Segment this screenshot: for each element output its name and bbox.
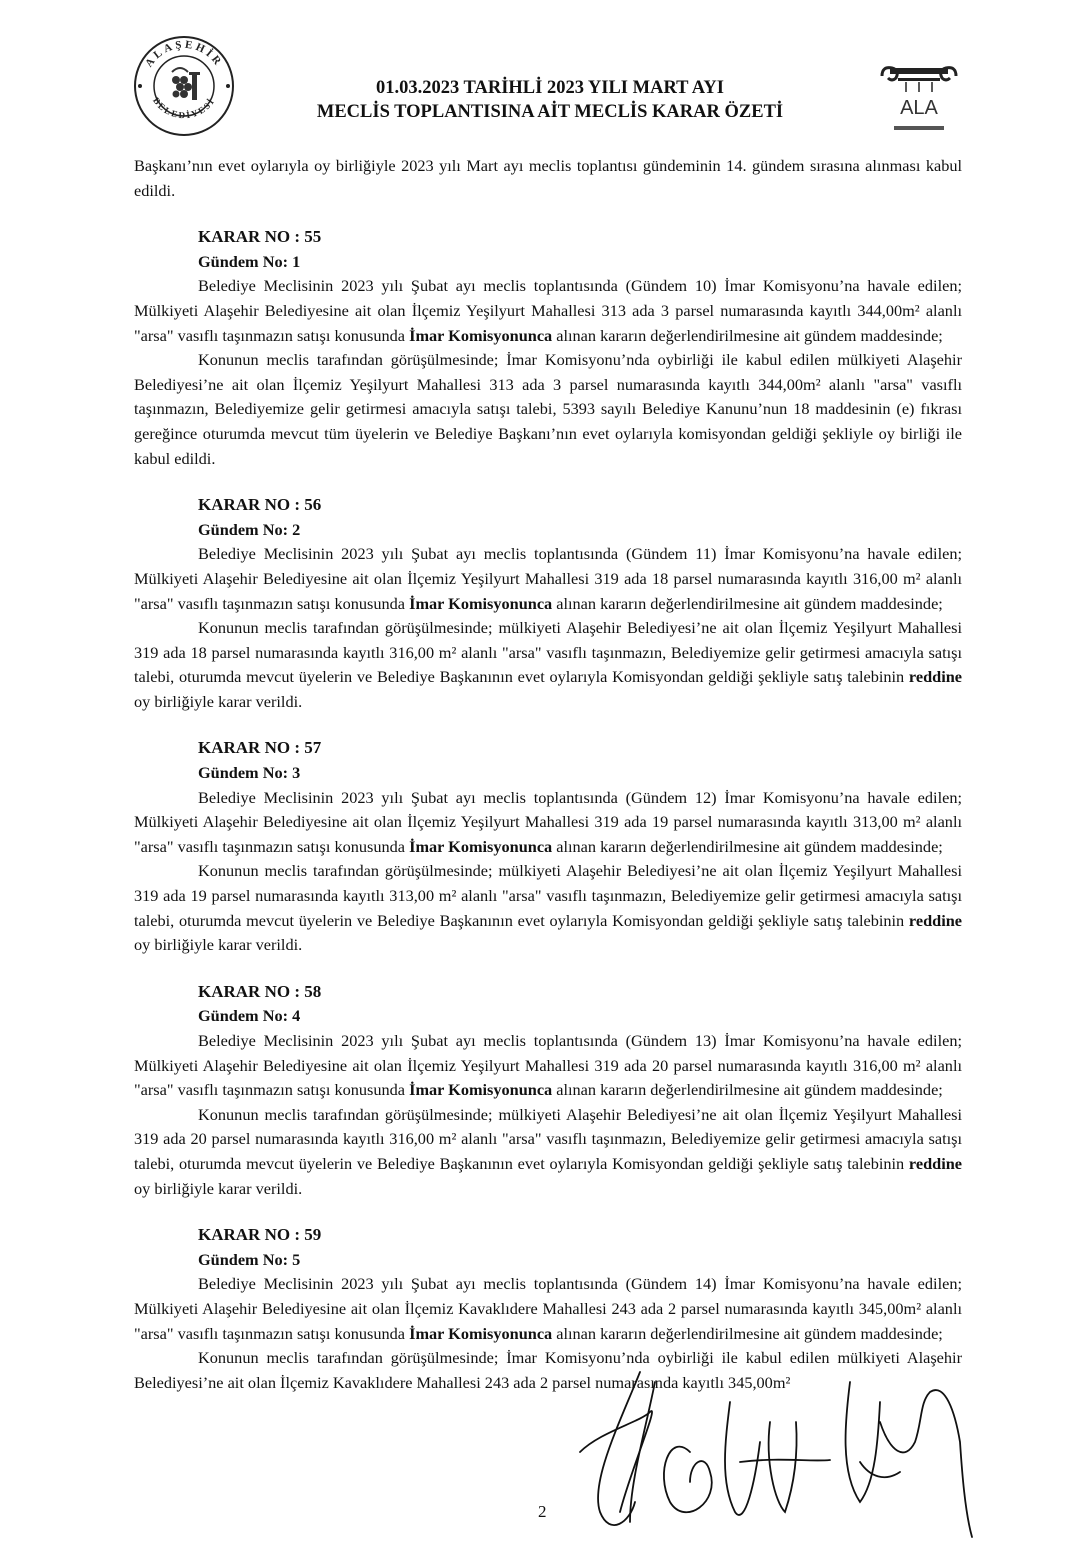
document-header [250, 76, 850, 124]
alasehir-municipality-seal-icon [132, 34, 236, 138]
continuation-text: Başkanı’nın evet oylarıyla oy birliğiyle 2023 yılı Mart ayı meclis toplantısı gündeminin 14. gündem sırasına alınması kabul edildi. [134, 156, 962, 200]
karar-no: KARAR NO : 56 [198, 495, 322, 515]
page-number: 2 [538, 1502, 547, 1521]
imar-komisyonu-bold: İmar Komisyonunca [409, 593, 553, 613]
document-body [134, 154, 962, 1417]
svg-text:BELEDİYESİ [151, 96, 217, 121]
handwritten-signatures [560, 1362, 980, 1542]
decision-paragraph-2: Konunun meclis tarafından görüşülmesinde; İmar Komisyonu’nda oybirliği ile kabul edilen mülkiyeti Alaşehir Belediyesi’ne ait olan İlçemiz Kavaklıdere Mahallesi 243 ada 2 parsel numarasında kayıtlı 345,00m² [134, 1348, 962, 1392]
decision-paragraph-2: Konunun meclis tarafından görüşülmesinde; mülkiyeti Alaşehir Belediyesi’ne ait olan İlçemiz Yeşilyurt Mahallesi 319 ada 18 parsel numarasında kayıtlı 316,00 m² alanlı "arsa" vasıflı taşınmazın, Belediyemize gelir getirmesi amacıyla satışı talebi, oturumda mevcut üyelerin ve Belediye Başkanının evet oylarıyla Komisyondan geldiği şekliyle satış talebinin reddine oy birliğiyle karar verildi. [134, 618, 962, 711]
karar-no: KARAR NO : 55 [198, 227, 322, 247]
karar-no: KARAR NO : 58 [198, 981, 322, 1001]
decision-paragraph-1: Belediye Meclisinin 2023 yılı Şubat ayı meclis toplantısında (Gündem 14) İmar Komisyonu’na havale edilen; Mülkiyeti Alaşehir Belediyesine ait olan İlçemiz Kavaklıdere Mahallesi 243 ada 2 parsel numarasında kayıtlı 345,00m² alanlı "arsa" vasıflı taşınmazın satışı konusunda İmar Komisyonunca alınan kararın değerlendirilmesine ait gündem maddesinde; [134, 1274, 962, 1343]
decision-paragraph-2: Konunun meclis tarafından görüşülmesinde; İmar Komisyonu’nda oybirliği ile kabul edilen mülkiyeti Alaşehir Belediyesi’ne ait olan İlçemiz Yeşilyurt Mahallesi 313 ada 3 parsel numarasında kayıtlı 344,00m² alanlı "arsa" vasıflı taşınmazın, Belediyemize gelir getirmesi amacıyla satışı talebi, 5393 sayılı Belediye Kanunu’nun 18 maddesinin (e) fıkrası gereğince oturumda mevcut tüm üyelerin ve Belediye Başkanı’nın evet oylarıyla komisyondan geldiği şekliyle oy birliği ile kabul edildi. [134, 350, 962, 468]
svg-text:ALAŞEHİR [143, 39, 225, 70]
imar-komisyonu-bold: İmar Komisyonunca [409, 836, 553, 856]
gundem-no: Gündem No: 4 [198, 1006, 301, 1026]
imar-komisyonu-bold: İmar Komisyonunca [409, 325, 553, 345]
header-title-line-1: 01.03.2023 TARİHLİ 2023 YILI MART AYI [375, 78, 724, 98]
decision-paragraph-2: Konunun meclis tarafından görüşülmesinde; mülkiyeti Alaşehir Belediyesi’ne ait olan İlçemiz Yeşilyurt Mahallesi 319 ada 20 parsel numarasında kayıtlı 316,00 m² alanlı "arsa" vasıflı taşınmazın, Belediyemize gelir getirmesi amacıyla satışı talebi, oturumda mevcut üyelerin ve Belediye Başkanının evet oylarıyla Komisyondan geldiği şekliyle satış talebinin reddine oy birliğiyle karar verildi. [134, 1104, 962, 1198]
gundem-no: Gündem No: 1 [198, 251, 301, 271]
decision-paragraph-1: Belediye Meclisinin 2023 yılı Şubat ayı meclis toplantısında (Gündem 11) İmar Komisyonu’na havale edilen; Mülkiyeti Alaşehir Belediyesine ait olan İlçemiz Yeşilyurt Mahallesi 319 ada 18 parsel numarasında kayıtlı 316,00 m² alanlı "arsa" vasıflı taşınmazın satışı konusunda İmar Komisyonunca alınan kararın değerlendirilmesine ait gündem maddesinde; [134, 544, 962, 613]
right-logo-text: ALA [900, 97, 938, 119]
decision-paragraph-2: Konunun meclis tarafından görüşülmesinde; mülkiyeti Alaşehir Belediyesi’ne ait olan İlçemiz Yeşilyurt Mahallesi 319 ada 19 parsel numarasında kayıtlı 313,00 m² alanlı "arsa" vasıflı taşınmazın, Belediyemize gelir getirmesi amacıyla satışı talebi, oturumda mevcut üyelerin ve Belediye Başkanının evet oylarıyla Komisyondan geldiği şekliyle satış talebinin reddine oy birliğiyle karar verildi. [134, 861, 962, 955]
decision-block [134, 736, 962, 957]
seal-bottom-text: BELEDİYESİ [151, 95, 217, 121]
seal-top-text: ALAŞEHİR [143, 38, 225, 70]
reddine-bold: reddine [908, 1153, 962, 1173]
imar-komisyonu-bold: İmar Komisyonunca [409, 1323, 553, 1343]
reddine-bold: reddine [908, 910, 962, 930]
gundem-no: Gündem No: 3 [198, 763, 301, 783]
decision-block [134, 225, 962, 471]
imar-komisyonu-bold: İmar Komisyonunca [409, 1080, 553, 1100]
decision-paragraph-1: Belediye Meclisinin 2023 yılı Şubat ayı meclis toplantısında (Gündem 13) İmar Komisyonu’na havale edilen; Mülkiyeti Alaşehir Belediyesine ait olan İlçemiz Yeşilyurt Mahallesi 319 ada 20 parsel numarasında kayıtlı 316,00 m² alanlı "arsa" vasıflı taşınmazın satışı konusunda İmar Komisyonunca alınan kararın değerlendirilmesine ait gündem maddesinde; [134, 1031, 962, 1100]
decision-paragraph-1: Belediye Meclisinin 2023 yılı Şubat ayı meclis toplantısında (Gündem 12) İmar Komisyonu’na havale edilen; Mülkiyeti Alaşehir Belediyesine ait olan İlçemiz Yeşilyurt Mahallesi 319 ada 19 parsel numarasında kayıtlı 313,00 m² alanlı "arsa" vasıflı taşınmazın satışı konusunda İmar Komisyonunca alınan kararın değerlendirilmesine ait gündem maddesinde; [134, 787, 962, 856]
karar-no: KARAR NO : 59 [198, 1225, 322, 1245]
decision-block [134, 493, 962, 714]
decision-paragraph-1: Belediye Meclisinin 2023 yılı Şubat ayı meclis toplantısında (Gündem 10) İmar Komisyonu’na havale edilen; Mülkiyeti Alaşehir Belediyesine ait olan İlçemiz Yeşilyurt Mahallesi 313 ada 3 parsel numarasında kayıtlı 344,00m² alanlı "arsa" vasıflı taşınmazın satışı konusunda İmar Komisyonunca alınan kararın değerlendirilmesine ait gündem maddesinde; [134, 276, 962, 345]
ala-column-logo-icon [876, 64, 962, 134]
gundem-no: Gündem No: 5 [198, 1249, 301, 1269]
karar-no: KARAR NO : 57 [198, 738, 322, 758]
header-title-line-2: MECLİS TOPLANTISINA AİT MECLİS KARAR ÖZETİ [316, 102, 784, 122]
gundem-no: Gündem No: 2 [198, 519, 301, 539]
reddine-bold: reddine [908, 667, 962, 687]
decision-block [134, 980, 962, 1201]
